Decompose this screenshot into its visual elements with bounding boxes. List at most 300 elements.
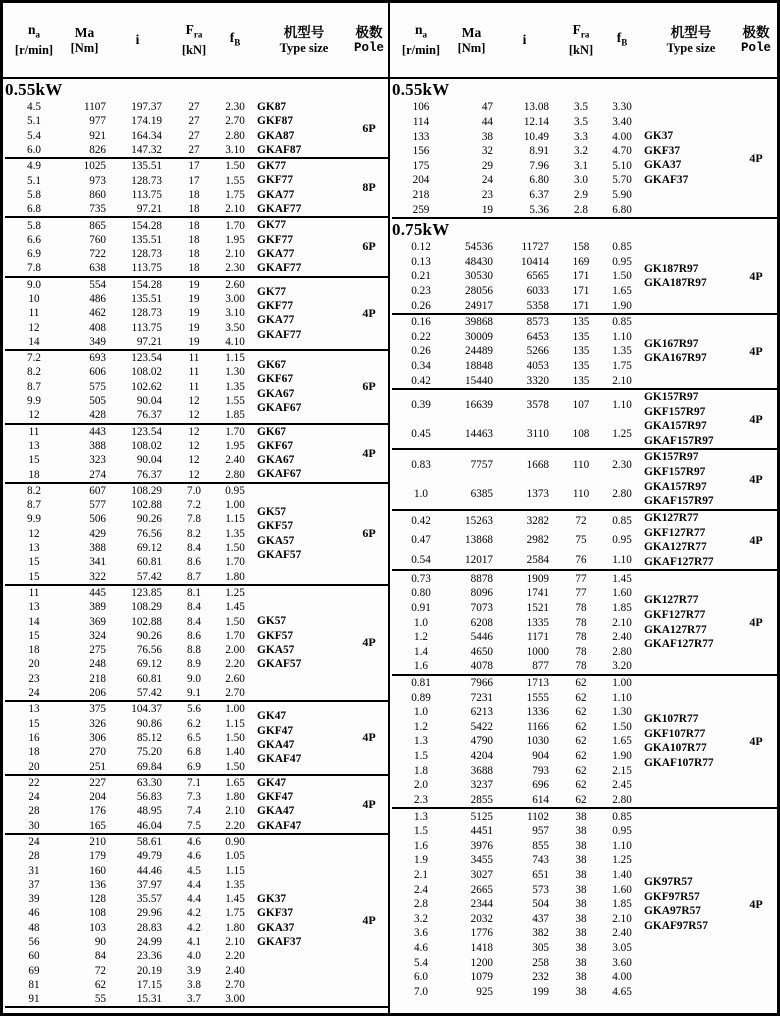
pole-cell (351, 484, 387, 584)
table-row (392, 970, 644, 985)
cell-service-factor: 1.70 (225, 556, 245, 569)
cell-service-factor: 1.45 (612, 572, 632, 585)
cell-ratio: 69.12 (136, 542, 162, 555)
section-title: 0.75kW (392, 219, 450, 239)
cell-radial-force: 8.7 (187, 570, 201, 583)
col-header-type-size-main: 机型号 (283, 24, 325, 40)
cell-radial-force: 12 (188, 468, 200, 481)
table-row (392, 690, 644, 705)
cell-radial-force: 7.1 (187, 776, 201, 789)
cell-speed: 0.89 (411, 691, 431, 704)
pole-cell (738, 809, 774, 999)
pole-label: 4P (362, 913, 376, 928)
cell-radial-force: 12 (188, 439, 200, 452)
table-row (5, 292, 257, 306)
cell-service-factor: 1.15 (225, 717, 245, 730)
table-row (5, 614, 257, 628)
cell-speed: 7.2 (27, 352, 41, 365)
type-size-label: GKF97R57 (644, 890, 700, 903)
col-header-radial-force-subscript: ra (580, 29, 590, 40)
cell-service-factor: 1.65 (612, 735, 632, 748)
table-row (5, 570, 257, 584)
cell-service-factor: 2.40 (225, 964, 245, 977)
cell-speed: 14 (28, 335, 40, 348)
cell-radial-force: 8.6 (187, 556, 201, 569)
type-size-label: GKA57 (257, 643, 295, 656)
cell-speed: 28 (28, 805, 40, 818)
type-size-label: GKF67 (257, 373, 294, 386)
table-row (392, 115, 644, 130)
spec-group (5, 776, 388, 835)
cell-torque: 2665 (470, 883, 493, 896)
cell-service-factor: 1.60 (612, 883, 632, 896)
cell-speed: 31 (28, 864, 40, 877)
cell-service-factor: 1.05 (225, 850, 245, 863)
cell-radial-force: 11 (188, 380, 200, 393)
cell-radial-force: 62 (575, 764, 587, 777)
cell-service-factor: 1.95 (225, 233, 245, 246)
cell-radial-force: 38 (575, 810, 587, 823)
type-size-label: GKF77 (257, 174, 294, 187)
cell-radial-force: 12 (188, 409, 200, 422)
col-header-torque-unit: [Nm] (70, 40, 99, 55)
table-row (5, 759, 257, 773)
table-row (5, 716, 257, 730)
cell-torque: 160 (89, 864, 106, 877)
table-row (5, 964, 257, 978)
cell-radial-force: 19 (188, 293, 200, 305)
cell-speed: 6.0 (27, 144, 41, 157)
cell-torque: 722 (89, 248, 106, 261)
cell-service-factor: 2.70 (225, 978, 245, 991)
type-size-label: GKAF47 (257, 819, 302, 832)
rows-block (5, 586, 257, 700)
table-row (5, 380, 257, 394)
cell-service-factor: 0.95 (612, 825, 632, 838)
cell-torque: 227 (89, 776, 106, 789)
cell-ratio: 957 (532, 825, 549, 838)
cell-ratio: 258 (532, 956, 549, 969)
table-row (392, 985, 644, 1000)
table-row (392, 882, 644, 897)
table-row (392, 778, 644, 793)
cell-service-factor: 5.90 (612, 188, 632, 201)
type-size-label: GK47 (257, 776, 287, 789)
cell-torque: 865 (89, 219, 106, 232)
cell-torque: 443 (89, 425, 106, 438)
cell-ratio: 164.34 (131, 129, 162, 142)
spec-group (5, 218, 388, 277)
col-header-ratio-symbol (523, 32, 527, 48)
pole-label: 4P (362, 635, 376, 650)
cell-speed: 18 (28, 468, 40, 481)
cell-radial-force: 135 (572, 374, 590, 387)
cell-service-factor: 1.80 (225, 921, 245, 934)
cell-torque: 1776 (470, 927, 493, 940)
pole-label: 4P (749, 343, 763, 358)
cell-speed: 18 (28, 746, 40, 759)
cell-service-factor: 2.80 (225, 129, 245, 142)
table-row (5, 790, 257, 804)
table-row (392, 513, 644, 528)
table-row (392, 734, 644, 749)
table-row (5, 672, 257, 686)
pole-label: 6P (362, 526, 376, 541)
type-size-label: GK87 (257, 101, 287, 113)
table-row (5, 278, 257, 292)
spec-group (392, 315, 777, 390)
table-row (5, 863, 257, 877)
col-header-radial-force-symbol (186, 22, 203, 43)
cell-ratio: 102.62 (131, 380, 162, 393)
cell-radial-force: 3.1 (574, 159, 588, 172)
rows-block (392, 390, 644, 449)
cell-torque: 3455 (470, 854, 493, 867)
cell-service-factor: 1.70 (225, 425, 245, 438)
cell-radial-force: 18 (188, 219, 200, 232)
cell-radial-force: 78 (575, 645, 587, 658)
cell-service-factor: 1.75 (225, 907, 245, 920)
cell-torque: 274 (89, 468, 106, 481)
cell-ratio: 20.19 (136, 964, 162, 977)
cell-torque: 5125 (470, 810, 493, 823)
rows-block (392, 571, 644, 673)
cell-service-factor: 3.30 (612, 101, 632, 114)
cell-service-factor: 2.80 (225, 468, 245, 481)
cell-service-factor: 0.95 (612, 255, 632, 268)
cell-ratio: 57.42 (136, 570, 162, 583)
spec-group (392, 511, 777, 572)
cell-radial-force: 77 (575, 587, 587, 600)
table-row (392, 487, 644, 502)
table-row (392, 129, 644, 144)
cell-torque: 103 (89, 921, 106, 934)
cell-torque: 973 (89, 174, 106, 187)
type-size-label: GK157R97 (644, 451, 699, 464)
cell-radial-force: 4.4 (187, 878, 201, 891)
cell-speed: 9.0 (27, 278, 41, 291)
cell-ratio: 104.37 (131, 703, 162, 716)
table-row (392, 897, 644, 912)
cell-service-factor: 1.25 (612, 427, 632, 440)
cell-ratio: 76.37 (136, 468, 162, 481)
cell-ratio: 3320 (526, 374, 549, 387)
cell-ratio: 76.37 (136, 409, 162, 422)
cell-speed: 0.81 (411, 677, 431, 690)
cell-speed: 4.6 (414, 942, 428, 954)
cell-torque: 16639 (465, 398, 493, 411)
spec-group (392, 676, 777, 809)
cell-service-factor: 2.20 (225, 658, 245, 671)
cell-service-factor: 1.50 (612, 720, 632, 733)
cell-speed: 5.8 (27, 219, 41, 232)
col-header-speed-unit: [r/min] (14, 42, 54, 57)
table-row (392, 298, 644, 313)
rows-block (392, 315, 644, 388)
type-size-label: GKAF107R77 (644, 757, 714, 770)
cell-radial-force: 7.4 (187, 805, 201, 818)
cell-radial-force: 8.9 (187, 658, 201, 671)
table-row (5, 819, 257, 833)
cell-speed: 2.1 (414, 868, 428, 881)
col-header-pole (738, 25, 774, 56)
cell-ratio: 123.54 (131, 352, 162, 365)
cell-speed: 28 (28, 850, 40, 863)
cell-service-factor: 1.70 (225, 219, 245, 232)
spec-group (392, 100, 777, 219)
type-size-label: GKA127R77 (644, 623, 707, 636)
type-size-label: GKA157R97 (644, 480, 707, 493)
cell-ratio: 90.86 (136, 717, 162, 730)
type-size-label: GKA127R77 (644, 541, 707, 554)
cell-radial-force: 8.1 (187, 586, 201, 599)
table-row (392, 911, 644, 926)
cell-speed: 1.0 (414, 706, 428, 719)
pole-label: 4P (362, 796, 376, 811)
cell-service-factor: 2.30 (225, 101, 245, 114)
cell-speed: 204 (412, 174, 430, 187)
cell-speed: 9.9 (27, 395, 41, 408)
cell-radial-force: 110 (572, 488, 590, 501)
type-size-label: GKA97R57 (644, 905, 701, 918)
cell-ratio: 8573 (526, 316, 549, 329)
col-header-service-factor (213, 30, 257, 51)
cell-torque: 55 (94, 993, 106, 1006)
cell-ratio: 855 (532, 839, 549, 852)
cell-speed: 1.0 (414, 616, 428, 629)
spec-group (392, 240, 777, 315)
cell-torque: 3027 (470, 868, 493, 881)
cell-speed: 0.42 (411, 514, 431, 527)
table-row (392, 552, 644, 567)
table-row (392, 838, 644, 853)
type-size-label: GKA77 (257, 188, 295, 201)
cell-ratio: 44.46 (136, 864, 162, 877)
cell-service-factor: 1.35 (612, 345, 632, 358)
pole-cell (738, 390, 774, 449)
pole-label: 4P (362, 445, 376, 460)
table-row (5, 202, 257, 216)
cell-radial-force: 38 (575, 971, 587, 984)
cell-torque: 369 (89, 615, 106, 628)
cell-ratio: 13.08 (523, 101, 549, 114)
cell-ratio: 651 (532, 868, 549, 881)
panel-body-left (3, 79, 390, 1013)
cell-radial-force: 7.5 (187, 819, 201, 832)
table-row (5, 100, 257, 114)
type-size-label: GKAF67 (257, 468, 302, 481)
model-list (644, 571, 738, 673)
cell-torque: 84 (94, 950, 106, 963)
cell-service-factor: 1.10 (612, 398, 632, 411)
table-row (392, 533, 644, 548)
cell-torque: 179 (89, 850, 106, 863)
cell-radial-force: 38 (575, 956, 587, 969)
table-row (392, 202, 644, 217)
cell-speed: 0.22 (411, 330, 431, 343)
cell-torque: 28056 (465, 285, 493, 297)
pole-label: 4P (749, 896, 763, 911)
cell-radial-force: 5.6 (187, 703, 201, 716)
cell-service-factor: 2.10 (612, 912, 632, 925)
cell-ratio: 113.75 (131, 188, 162, 201)
spec-group (392, 809, 777, 999)
col-header-service-factor-symbol (230, 30, 241, 51)
table-row (5, 657, 257, 671)
cell-service-factor: 2.70 (225, 115, 245, 128)
cell-speed: 23 (28, 672, 40, 685)
cell-radial-force: 62 (575, 720, 587, 733)
spec-group (5, 425, 388, 484)
table-row (392, 269, 644, 284)
type-size-label: GK77 (257, 219, 287, 232)
pole-label: 4P (749, 411, 763, 426)
cell-service-factor: 1.85 (225, 409, 245, 422)
rows-block (5, 218, 257, 275)
cell-radial-force: 18 (188, 233, 200, 246)
table-row (5, 586, 257, 600)
panel-body-right (390, 79, 777, 1013)
cell-service-factor: 2.70 (225, 687, 245, 700)
table-row (392, 359, 644, 374)
rows-block (392, 450, 644, 509)
type-size-label: GKF57 (257, 520, 294, 533)
cell-torque: 128 (89, 893, 106, 906)
cell-speed: 106 (412, 101, 430, 114)
table-row (5, 849, 257, 863)
cell-radial-force: 8.2 (187, 527, 201, 540)
col-header-torque (450, 25, 500, 56)
model-list (644, 450, 738, 509)
cell-speed: 1.0 (414, 488, 428, 501)
cell-speed: 0.73 (411, 572, 431, 585)
cell-ratio: 37.97 (136, 878, 162, 891)
cell-ratio: 3578 (526, 398, 549, 411)
cell-radial-force: 4.6 (187, 850, 201, 863)
cell-speed: 16 (28, 731, 40, 744)
rows-block (392, 511, 644, 570)
cell-ratio: 1713 (526, 677, 549, 690)
spec-group (392, 571, 777, 675)
cell-speed: 12 (28, 409, 40, 422)
cell-radial-force: 169 (572, 255, 590, 268)
cell-service-factor: 1.15 (225, 864, 245, 877)
cell-radial-force: 12 (188, 395, 200, 408)
cell-ratio: 23.36 (136, 950, 162, 963)
cell-torque: 6385 (470, 488, 493, 501)
pole-label: 6P (362, 121, 376, 136)
model-list (257, 835, 351, 1007)
model-list (644, 676, 738, 807)
cell-torque: 486 (89, 293, 106, 305)
col-header-speed (5, 22, 63, 58)
cell-radial-force: 3.3 (574, 130, 588, 143)
cell-speed: 13 (28, 542, 40, 555)
cell-ratio: 573 (532, 883, 549, 896)
spec-group (5, 100, 388, 159)
cell-torque: 176 (89, 805, 106, 818)
type-size-label: GK97R57 (644, 875, 693, 888)
cell-ratio: 504 (532, 898, 549, 911)
cell-ratio: 57.42 (136, 687, 162, 700)
table-row (5, 261, 257, 275)
cell-ratio: 6565 (526, 270, 549, 283)
cell-service-factor: 1.50 (225, 760, 245, 773)
cell-service-factor: 1.50 (225, 615, 245, 628)
cell-torque: 8878 (470, 572, 493, 585)
cell-torque: 925 (476, 985, 493, 998)
cell-ratio: 743 (532, 854, 549, 867)
cell-torque: 554 (89, 278, 106, 291)
table-row (392, 705, 644, 720)
cell-radial-force: 7.2 (187, 499, 201, 512)
type-size-label: GKA67 (257, 387, 295, 400)
cell-ratio: 1373 (526, 488, 549, 501)
model-list (257, 218, 351, 275)
cell-torque: 375 (89, 703, 106, 716)
cell-ratio: 28.83 (136, 921, 162, 934)
cell-speed: 6.0 (414, 971, 428, 984)
cell-speed: 5.1 (27, 174, 41, 187)
table-row (392, 659, 644, 674)
cell-torque: 248 (89, 658, 106, 671)
cell-service-factor: 3.00 (225, 993, 245, 1006)
cell-service-factor: 4.00 (612, 130, 632, 143)
cell-torque: 462 (89, 307, 106, 320)
spec-group (5, 159, 388, 218)
cell-radial-force: 77 (575, 572, 587, 585)
cell-ratio: 437 (532, 912, 549, 925)
cell-torque: 408 (89, 321, 106, 334)
cell-speed: 14 (28, 615, 40, 628)
cell-ratio: 56.83 (136, 791, 162, 804)
pole-cell (351, 218, 387, 275)
cell-service-factor: 1.35 (225, 380, 245, 393)
col-header-ratio-main: i (522, 32, 527, 47)
cell-speed: 15 (28, 454, 40, 467)
section-title: 0.55kW (392, 80, 450, 99)
cell-speed: 12 (28, 321, 40, 334)
cell-torque: 306 (89, 731, 106, 744)
cell-ratio: 60.81 (136, 672, 162, 685)
model-list (257, 100, 351, 157)
cell-speed: 0.26 (411, 299, 431, 312)
cell-service-factor: 1.15 (225, 513, 245, 526)
col-header-service-factor-subscript: B (234, 37, 241, 48)
cell-service-factor: 1.30 (225, 366, 245, 379)
cell-torque: 1025 (83, 160, 106, 173)
col-header-radial-force-unit: [kN] (181, 42, 207, 57)
cell-speed: 0.80 (411, 587, 431, 600)
pole-label: 6P (362, 379, 376, 394)
col-header-pole (351, 25, 387, 56)
cell-service-factor: 3.05 (612, 942, 632, 954)
table-row (392, 240, 644, 255)
table-row (392, 676, 644, 691)
cell-speed: 0.47 (411, 534, 431, 547)
type-size-label: GKF67 (257, 439, 294, 452)
col-header-torque (63, 25, 113, 56)
table-row (5, 835, 257, 849)
cell-service-factor: 2.40 (612, 631, 632, 644)
table-row (5, 143, 257, 157)
model-list (644, 100, 738, 217)
cell-torque: 13868 (465, 534, 493, 547)
col-header-ratio (113, 32, 175, 48)
cell-service-factor: 1.15 (225, 352, 245, 365)
cell-speed: 1.2 (414, 720, 428, 733)
col-header-speed-subscript: a (422, 29, 427, 40)
